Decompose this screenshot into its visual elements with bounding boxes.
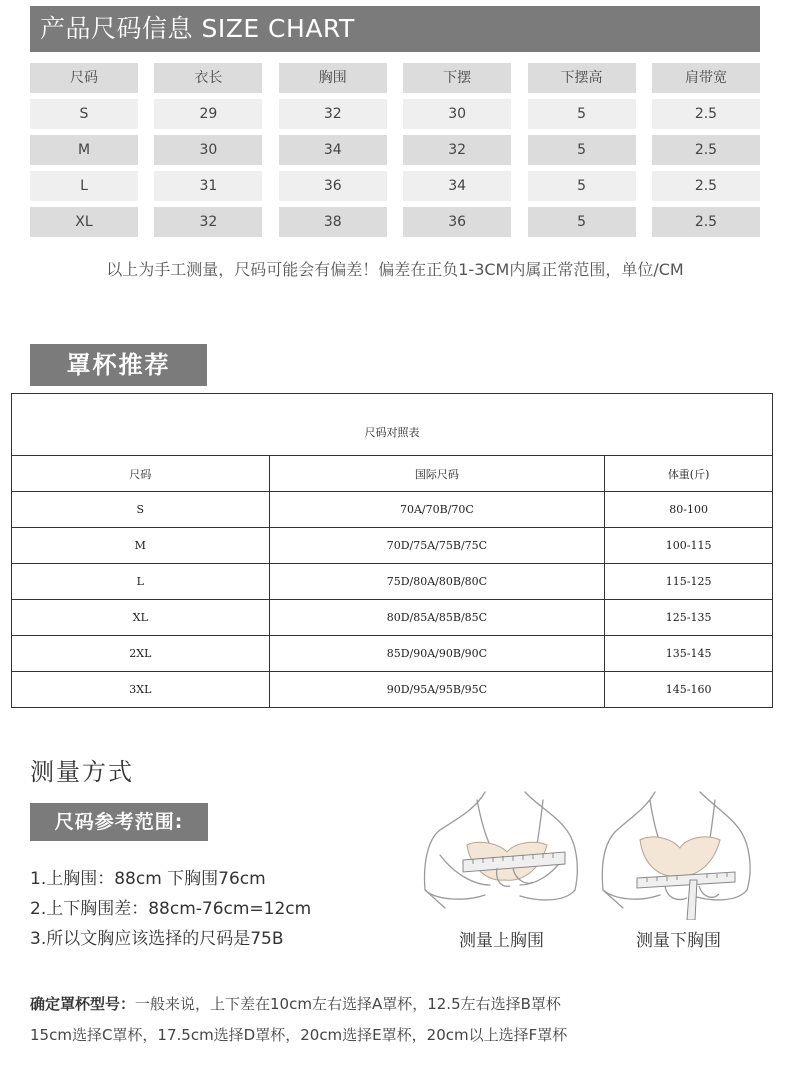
cup-note-label: 确定罩杯型号：: [30, 995, 136, 1013]
measure-method-title: 测量方式: [30, 758, 134, 786]
reference-cell-international-size: 70D/75A/75B/75C: [269, 528, 605, 564]
reference-cell-international-size: 85D/90A/90B/90C: [269, 636, 605, 672]
reference-row: [12, 636, 773, 672]
size-cell-hem: 36: [403, 207, 511, 237]
cup-note-text-1: 一般来说，上下差在10cm左右选择A罩杯，12.5左右选择B罩杯: [135, 995, 561, 1013]
size-cell-hem-height: 5: [528, 171, 636, 201]
reference-cell-size: 3XL: [12, 672, 270, 708]
size-cell-hem: 30: [403, 99, 511, 129]
reference-row: [12, 600, 773, 636]
size-reference-table: [11, 393, 773, 708]
size-cell-strap-width: 2.5: [652, 207, 760, 237]
size-header-hem: 下摆: [403, 63, 511, 93]
size-cell-strap-width: 2.5: [652, 171, 760, 201]
reference-row: [12, 564, 773, 600]
size-header-length: 衣长: [154, 63, 262, 93]
size-cell-hem-height: 5: [528, 99, 636, 129]
reference-row: [12, 528, 773, 564]
size-range-title: 尺码参考范围:: [30, 803, 208, 841]
lower-bust-caption: 测量下胸围: [636, 931, 721, 951]
upper-bust-caption: 测量上胸围: [459, 931, 544, 951]
size-cell-hem-height: 5: [528, 135, 636, 165]
size-cell-size: M: [30, 135, 138, 165]
size-cell-hem: 34: [403, 171, 511, 201]
reference-cell-weight: 115-125: [605, 564, 773, 600]
size-cell-strap-width: 2.5: [652, 135, 760, 165]
reference-table-title: 尺码对照表: [12, 394, 773, 456]
measurement-example: [30, 866, 311, 956]
size-cell-length: 32: [154, 207, 262, 237]
reference-header-weight: 体重(斤): [605, 456, 773, 492]
reference-cell-international-size: 70A/70B/70C: [269, 492, 605, 528]
size-cell-length: 29: [154, 99, 262, 129]
reference-header-size: 尺码: [12, 456, 270, 492]
cup-note-line-2: 15cm选择C罩杯，17.5cm选择D罩杯，20cm选择E罩杯，20cm以上选择F罩杯: [30, 1026, 568, 1044]
size-cell-chest: 32: [279, 99, 387, 129]
reference-cell-size: S: [12, 492, 270, 528]
size-chart-title: 产品尺码信息 SIZE CHART: [30, 6, 760, 52]
size-cell-length: 30: [154, 135, 262, 165]
reference-header-international: 国际尺码: [269, 456, 605, 492]
example-line-2: 2.上下胸围差：88cm-76cm=12cm: [30, 899, 312, 919]
reference-cell-international-size: 80D/85A/85B/85C: [269, 600, 605, 636]
lower-bust-illustration: [595, 790, 760, 920]
reference-cell-size: XL: [12, 600, 270, 636]
size-cell-size: XL: [30, 207, 138, 237]
size-cell-strap-width: 2.5: [652, 99, 760, 129]
size-cell-hem-height: 5: [528, 207, 636, 237]
cup-recommend-title: 罩杯推荐: [30, 344, 207, 386]
reference-cell-size: 2XL: [12, 636, 270, 672]
cup-note-line-1: [30, 989, 567, 1020]
size-cell-chest: 34: [279, 135, 387, 165]
size-header-chest: 胸围: [279, 63, 387, 93]
reference-cell-size: L: [12, 564, 270, 600]
reference-cell-international-size: 75D/80A/80B/80C: [269, 564, 605, 600]
reference-cell-weight: 125-135: [605, 600, 773, 636]
cup-type-note: [30, 989, 567, 1051]
size-cell-chest: 38: [279, 207, 387, 237]
measurement-note: 以上为手工测量，尺码可能会有偏差！偏差在正负1-3CM内属正常范围，单位/CM: [106, 260, 684, 279]
size-cell-size: L: [30, 171, 138, 201]
size-header-hem-height: 下摆高: [528, 63, 636, 93]
size-cell-hem: 32: [403, 135, 511, 165]
reference-row: [12, 492, 773, 528]
size-header-size: 尺码: [30, 63, 138, 93]
example-line-3: 3.所以文胸应该选择的尺码是75B: [30, 929, 284, 949]
size-cell-chest: 36: [279, 171, 387, 201]
reference-row: [12, 672, 773, 708]
upper-bust-illustration: [415, 790, 590, 920]
reference-cell-size: M: [12, 528, 270, 564]
reference-cell-weight: 80-100: [605, 492, 773, 528]
size-cell-size: S: [30, 99, 138, 129]
example-line-1: 1.上胸围：88cm 下胸围76cm: [30, 869, 266, 889]
size-header-strap-width: 肩带宽: [652, 63, 760, 93]
size-cell-length: 31: [154, 171, 262, 201]
size-chart-table: [30, 63, 760, 237]
reference-cell-weight: 145-160: [605, 672, 773, 708]
reference-cell-weight: 100-115: [605, 528, 773, 564]
reference-cell-weight: 135-145: [605, 636, 773, 672]
reference-cell-international-size: 90D/95A/95B/95C: [269, 672, 605, 708]
